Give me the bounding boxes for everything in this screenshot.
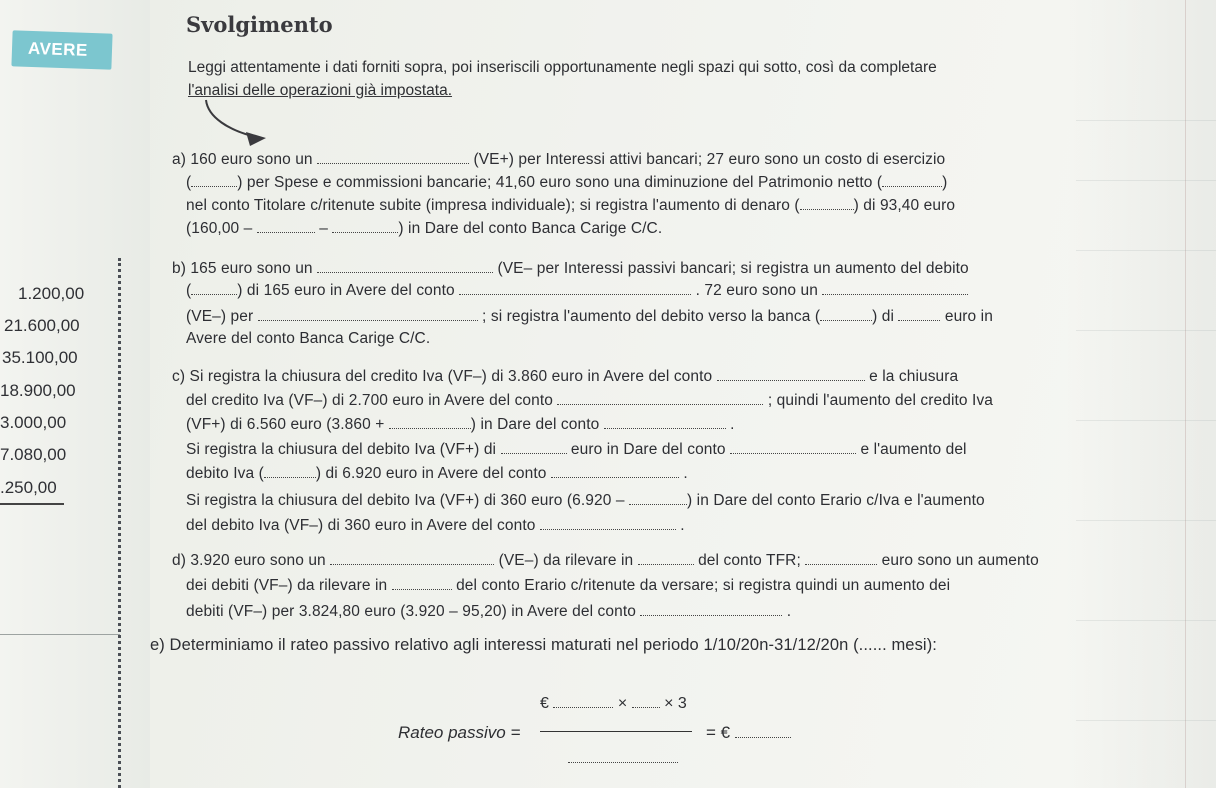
- dotted-margin-line: [118, 258, 121, 788]
- exercise-a-line-4: (160,00 – – ) in Dare del conto Banca Carige C/C.: [186, 220, 663, 237]
- exercise-c-line-7: del debito Iva (VF–) di 360 euro in Avere del conto .: [186, 517, 685, 534]
- avere-margin-tag: [11, 30, 112, 69]
- exercise-c-line-6: Si registra la chiusura del debito Iva (VF+) di 360 euro (6.920 – ) in Dare del conto Erario c/Iva e l'aumento: [186, 492, 985, 509]
- divider-line: [0, 634, 120, 635]
- answer-blank[interactable]: [820, 306, 872, 321]
- formula-result: [706, 723, 791, 743]
- formula-numerator: [540, 693, 687, 713]
- exercise-e-line-1: e) Determiniamo il rateo passivo relativo agli interessi maturati nel periodo 1/10/20n-31/12/20n (...... mesi):: [150, 636, 937, 654]
- exercise-c-line-3: (VF+) di 6.560 euro (3.860 + ) in Dare del conto .: [186, 416, 735, 433]
- answer-blank[interactable]: [551, 463, 679, 478]
- answer-blank[interactable]: [332, 218, 398, 233]
- left-amount: 3.000,00: [0, 413, 67, 432]
- exercise-b-line-2: ( ) di 165 euro in Avere del conto . 72 euro sono un: [186, 280, 968, 300]
- avere-tag-label: AVERE: [27, 38, 89, 60]
- instructions: [188, 56, 1048, 102]
- left-amount: 18.900,00: [0, 381, 76, 400]
- exercise-b-line-3: (VE–) per ; si registra l'aumento del debito verso la banca ( ) di euro in: [186, 308, 993, 325]
- answer-blank[interactable]: [330, 550, 494, 565]
- answer-blank[interactable]: [735, 723, 791, 738]
- answer-blank[interactable]: [191, 172, 237, 187]
- euro-sign: €: [540, 695, 549, 712]
- section-title: Svolgimento: [186, 12, 333, 37]
- fraction-bar: [540, 731, 692, 732]
- answer-blank[interactable]: [717, 366, 865, 381]
- answer-blank[interactable]: [540, 515, 676, 530]
- exercise-d-line-2: dei debiti (VF–) da rilevare in del conto Erario c/ritenute da versare; si registra quindi un aumento dei: [186, 577, 951, 594]
- exercise-c-line-1: c) Si registra la chiusura del credito Iva (VF–) di 3.860 euro in Avere del conto e la chiusura: [172, 368, 959, 385]
- answer-blank[interactable]: [882, 172, 942, 187]
- total-underline: [0, 503, 64, 505]
- answer-blank[interactable]: [638, 550, 694, 565]
- exercise-b-line-4: Avere del conto Banca Carige C/C.: [186, 330, 431, 347]
- answer-blank[interactable]: [257, 218, 315, 233]
- times-sign: ×: [617, 695, 628, 712]
- exercise-a-line-3: nel conto Titolare c/ritenute subite (impresa individuale); si registra l'aumento di denaro ( ) di 93,40 euro: [186, 197, 956, 214]
- answer-blank[interactable]: [800, 195, 854, 210]
- instructions-line-2: l'analisi delle operazioni già impostata.: [188, 82, 453, 99]
- answer-blank[interactable]: [264, 463, 316, 478]
- left-amount: .250,00: [0, 478, 57, 497]
- answer-blank[interactable]: [258, 306, 478, 321]
- left-amount: 1.200,00: [18, 284, 85, 303]
- answer-blank[interactable]: [822, 280, 968, 295]
- answer-blank[interactable]: [389, 414, 471, 429]
- answer-blank[interactable]: [629, 490, 687, 505]
- answer-blank[interactable]: [805, 550, 877, 565]
- answer-blank[interactable]: [501, 439, 567, 454]
- show-through-area: [1066, 0, 1216, 788]
- show-through-margin: [1185, 0, 1186, 788]
- answer-blank[interactable]: [459, 280, 691, 295]
- equals-euro: = €: [706, 723, 731, 742]
- left-amount: 7.080,00: [0, 445, 67, 464]
- exercise-c-line-5: debito Iva ( ) di 6.920 euro in Avere del conto .: [186, 465, 688, 482]
- times-three: × 3: [664, 695, 687, 712]
- exercise-d-line-3: debiti (VF–) per 3.824,80 euro (3.920 – 95,20) in Avere del conto .: [186, 603, 792, 620]
- answer-blank[interactable]: [191, 280, 237, 295]
- instructions-line-1: Leggi attentamente i dati forniti sopra, poi inseriscili opportunamente negli spazi qui sotto, così da completare: [188, 59, 937, 76]
- rateo-passivo-label: Rateo passivo =: [398, 723, 521, 742]
- exercise-a-line-1: a) 160 euro sono un (VE+) per Interessi attivi bancari; 27 euro sono un costo di esercizio: [172, 151, 946, 168]
- answer-blank[interactable]: [317, 149, 469, 164]
- denominator-blank[interactable]: [568, 748, 678, 763]
- answer-blank[interactable]: [730, 439, 856, 454]
- answer-blank[interactable]: [392, 575, 452, 590]
- answer-blank[interactable]: [632, 693, 660, 708]
- answer-blank[interactable]: [553, 693, 613, 708]
- exercise-a-line-2: ( ) per Spese e commissioni bancarie; 41,60 euro sono una diminuzione del Patrimonio netto ( ): [186, 174, 948, 191]
- exercise-d-line-1: d) 3.920 euro sono un (VE–) da rilevare in del conto TFR; euro sono un aumento: [172, 552, 1039, 569]
- answer-blank[interactable]: [640, 601, 782, 616]
- exercise-c-line-2: del credito Iva (VF–) di 2.700 euro in Avere del conto ; quindi l'aumento del credito Iva: [186, 392, 994, 409]
- answer-blank[interactable]: [557, 390, 763, 405]
- left-amount: 21.600,00: [4, 316, 80, 335]
- exercise-c-line-4: Si registra la chiusura del debito Iva (VF+) di euro in Dare del conto e l'aumento del: [186, 441, 967, 458]
- answer-blank[interactable]: [317, 258, 493, 273]
- left-amount: 35.100,00: [2, 348, 78, 367]
- answer-blank[interactable]: [898, 306, 940, 321]
- answer-blank[interactable]: [604, 414, 726, 429]
- exercise-b-line-1: b) 165 euro sono un (VE– per Interessi passivi bancari; si registra un aumento del debito: [172, 260, 969, 277]
- curved-arrow-icon: [200, 96, 270, 156]
